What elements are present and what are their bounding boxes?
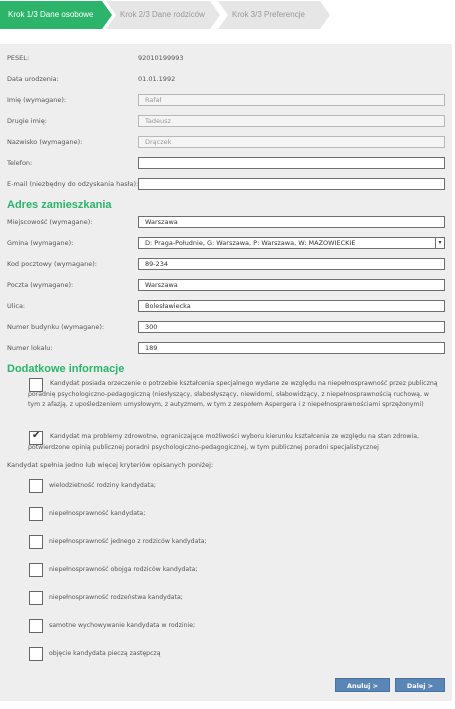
criterion-one-parent-disability-label: niepełnosprawność jednego z rodziców kandydata; [49,538,207,545]
building-label: Numer budynku (wymagane): [7,323,105,331]
criterion-both-parents-disability-checkbox[interactable] [29,563,43,577]
checkmark-icon: ✔ [32,430,41,441]
flat-label: Numer lokalu: [7,344,53,352]
city-field[interactable]: Warszawa [138,216,445,228]
criterion-siblings-disability-checkbox[interactable] [29,591,43,605]
city-label: Miejscowość (wymagane): [7,218,93,226]
cancel-button[interactable]: Anuluj > [335,678,390,692]
last-name-row [7,137,445,149]
email-field[interactable] [138,178,445,190]
city-row [7,217,445,229]
first-name-field: Rafał [138,94,445,106]
second-name-row [7,116,445,128]
criterion-siblings-disability [7,591,445,605]
criterion-foster-care-label: objęcie kandydata pieczą zastępczą [49,650,161,657]
step-2-label: Krok 2/3 Dane rodziców [120,10,205,19]
flat-field[interactable]: 189 [138,342,445,354]
criterion-both-parents-disability-label: niepełnosprawność obojga rodziców kandydata; [49,566,198,573]
postal-field[interactable]: 89-234 [138,258,445,270]
birth-date-label: Data urodzenia: [7,75,59,83]
step-2-parents-data[interactable] [106,1,220,29]
criterion-candidate-disability [7,507,445,521]
step-1-personal-data[interactable] [0,1,112,29]
first-name-row [7,95,445,107]
additional-info-heading: Dodatkowe informacje [7,363,125,375]
street-row [7,301,445,313]
criteria-intro: Kandydat spełnia jedno lub więcej kryteriów opisanych poniżej: [7,461,214,469]
criterion-candidate-disability-label: niepełnosprawność kandydata; [49,510,146,517]
chevron-down-icon[interactable]: ▾ [435,238,444,248]
postal-label: Kod pocztowy (wymagane): [7,260,97,268]
email-row [7,179,445,191]
gmina-row [7,238,445,250]
street-label: Ulica: [7,302,26,310]
gmina-label: Gmina (wymagane): [7,239,74,247]
second-name-label: Drugie imię: [7,117,47,125]
second-name-field: Tadeusz [138,115,445,127]
step-3-preferences[interactable] [218,1,330,29]
last-name-field: Drączek [138,136,445,148]
next-button[interactable]: Dalej > [395,678,445,692]
last-name-label: Nazwisko (wymagane): [7,138,83,146]
pesel-label: PESEL: [7,54,30,62]
first-name-label: Imię (wymagane): [7,96,67,104]
criterion-large-family-checkbox[interactable] [29,479,43,493]
criterion-foster-care-checkbox[interactable] [29,647,43,661]
flat-row [7,343,445,355]
criterion-one-parent-disability [7,535,445,549]
pesel-value: 92010199993 [138,54,184,62]
health-problems-text: Kandydat ma problemy zdrowotne, ograniczające możliwości wyboru kierunku kształcenia ze względu na stan zdrowia, potwierdzone opinią publicznej poradni psychologiczno-pedagogicznej, w tym publicznej poradni specjalistycznej [28,433,419,451]
criterion-both-parents-disability [7,563,445,577]
criterion-single-parent [7,619,445,633]
phone-field[interactable] [138,157,445,169]
step-3-label: Krok 3/3 Preferencje [232,10,305,19]
criterion-foster-care [7,647,445,661]
criterion-one-parent-disability-checkbox[interactable] [29,535,43,549]
criterion-large-family [7,479,445,493]
criterion-candidate-disability-checkbox[interactable] [29,507,43,521]
special-education-text: Kandydat posiada orzeczenie o potrzebie kształcenia specjalnego wydane ze względu na niepełnosprawność przez publiczną poradnię psychologiczno-pedagogiczną (niesłyszący, słabosłyszący, niewidomi, słabowidzący, z niepełnosprawnością ruchową, w tym z afazją, z upośledzeniem umysłowym, z autyzmem, w tym z zespołem Aspergera i z niepełnosprawnościami sprzężonymi) [28,380,438,408]
pesel-row [7,53,445,65]
steps-bar [0,0,455,30]
birth-date-value: 01.01.1992 [138,75,176,83]
email-label: E-mail (niezbędny do odzyskania hasła): [7,180,139,188]
post-field[interactable]: Warszawa [138,279,445,291]
postal-row [7,259,445,271]
gmina-select[interactable] [138,237,445,249]
building-row [7,322,445,334]
phone-label: Telefon: [7,159,33,167]
criterion-siblings-disability-label: niepełnosprawność rodzeństwa kandydata; [49,594,183,601]
address-heading: Adres zamieszkania [7,199,112,211]
step-1-label: Krok 1/3 Dane osobowe [8,10,94,19]
phone-row [7,158,445,170]
street-field[interactable]: Bolesławiecka [138,300,445,312]
criterion-single-parent-label: samotne wychowywanie kandydata w rodzinie; [49,622,196,629]
building-field[interactable]: 300 [138,321,445,333]
gmina-select-value: D: Praga-Południe, G: Warszawa, P: Warszawa, W: MAZOWIECKIE [145,239,356,247]
criterion-single-parent-checkbox[interactable] [29,619,43,633]
post-label: Poczta (wymagane): [7,281,74,289]
birth-date-row [7,74,445,86]
criterion-large-family-label: wielodzietność rodziny kandydata; [49,482,156,489]
post-row [7,280,445,292]
